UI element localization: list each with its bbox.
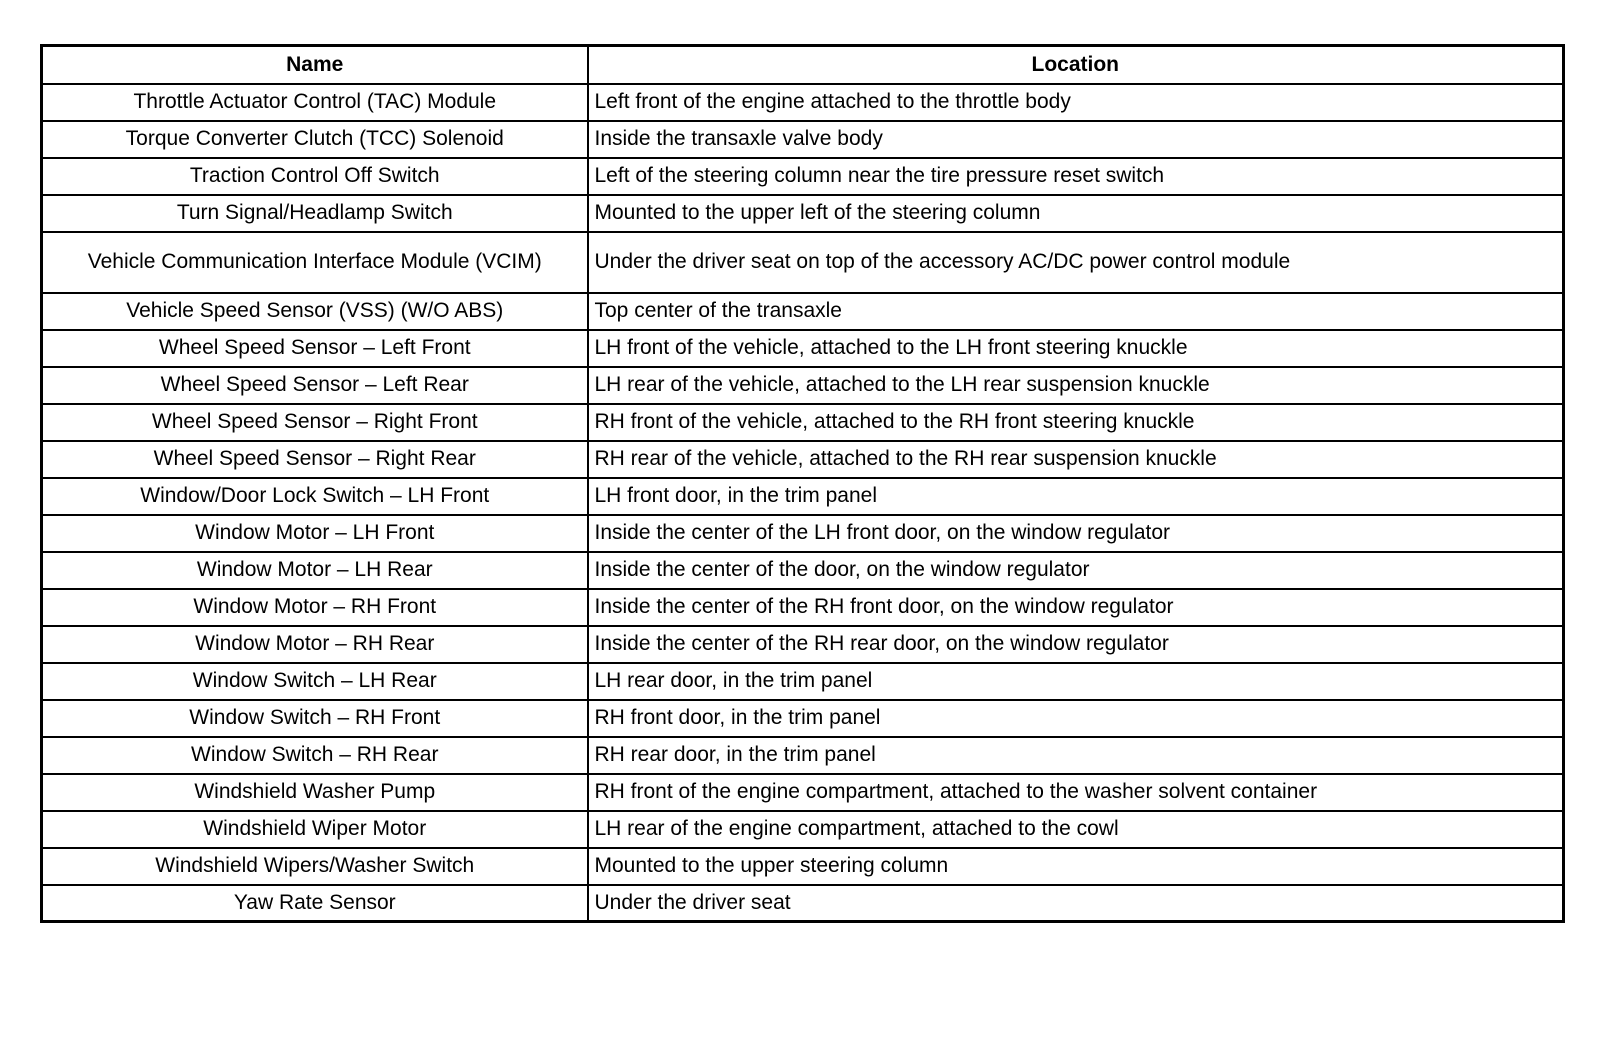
cell-location: RH rear of the vehicle, attached to the RH rear suspension knuckle xyxy=(588,441,1564,478)
cell-name: Window Switch – LH Rear xyxy=(42,663,588,700)
cell-location: Inside the center of the LH front door, on the window regulator xyxy=(588,515,1564,552)
cell-location: RH rear door, in the trim panel xyxy=(588,737,1564,774)
cell-name: Traction Control Off Switch xyxy=(42,158,588,195)
cell-location: Under the driver seat on top of the accessory AC/DC power control module xyxy=(588,232,1564,293)
table-row xyxy=(42,589,1564,626)
cell-location: Inside the center of the RH rear door, on the window regulator xyxy=(588,626,1564,663)
table-row xyxy=(42,121,1564,158)
cell-name: Window Switch – RH Front xyxy=(42,700,588,737)
cell-name: Windshield Wipers/Washer Switch xyxy=(42,848,588,885)
table-row xyxy=(42,552,1564,589)
cell-name: Wheel Speed Sensor – Right Front xyxy=(42,404,588,441)
column-header-name: Name xyxy=(42,46,588,84)
cell-name: Yaw Rate Sensor xyxy=(42,885,588,922)
cell-location: Inside the center of the RH front door, on the window regulator xyxy=(588,589,1564,626)
cell-location: RH front of the engine compartment, attached to the washer solvent container xyxy=(588,774,1564,811)
table-row xyxy=(42,885,1564,922)
cell-location: LH rear door, in the trim panel xyxy=(588,663,1564,700)
cell-name: Throttle Actuator Control (TAC) Module xyxy=(42,84,588,121)
cell-location: Mounted to the upper steering column xyxy=(588,848,1564,885)
table-row xyxy=(42,515,1564,552)
cell-name: Window Switch – RH Rear xyxy=(42,737,588,774)
cell-name: Window/Door Lock Switch – LH Front xyxy=(42,478,588,515)
table-row xyxy=(42,848,1564,885)
table-row xyxy=(42,626,1564,663)
cell-location: Top center of the transaxle xyxy=(588,293,1564,330)
cell-location: Left front of the engine attached to the throttle body xyxy=(588,84,1564,121)
table-row xyxy=(42,441,1564,478)
table-row xyxy=(42,84,1564,121)
cell-location: Inside the center of the door, on the window regulator xyxy=(588,552,1564,589)
cell-name: Wheel Speed Sensor – Left Rear xyxy=(42,367,588,404)
cell-name: Turn Signal/Headlamp Switch xyxy=(42,195,588,232)
table-row xyxy=(42,737,1564,774)
cell-name: Window Motor – LH Front xyxy=(42,515,588,552)
table-row xyxy=(42,774,1564,811)
cell-name: Vehicle Speed Sensor (VSS) (W/O ABS) xyxy=(42,293,588,330)
cell-location: Inside the transaxle valve body xyxy=(588,121,1564,158)
table-row xyxy=(42,195,1564,232)
table-row xyxy=(42,478,1564,515)
cell-location: LH front of the vehicle, attached to the LH front steering knuckle xyxy=(588,330,1564,367)
cell-location: Under the driver seat xyxy=(588,885,1564,922)
table-row xyxy=(42,232,1564,293)
column-header-location: Location xyxy=(588,46,1564,84)
cell-location: LH rear of the engine compartment, attached to the cowl xyxy=(588,811,1564,848)
cell-location: LH rear of the vehicle, attached to the LH rear suspension knuckle xyxy=(588,367,1564,404)
cell-name: Windshield Wiper Motor xyxy=(42,811,588,848)
cell-name: Windshield Washer Pump xyxy=(42,774,588,811)
cell-location: LH front door, in the trim panel xyxy=(588,478,1564,515)
cell-name: Vehicle Communication Interface Module (VCIM) xyxy=(42,232,588,293)
component-location-table xyxy=(40,44,1565,923)
table-row xyxy=(42,158,1564,195)
cell-name: Window Motor – RH Front xyxy=(42,589,588,626)
table-row xyxy=(42,700,1564,737)
table-row xyxy=(42,330,1564,367)
table-row xyxy=(42,404,1564,441)
cell-location: RH front door, in the trim panel xyxy=(588,700,1564,737)
cell-name: Window Motor – RH Rear xyxy=(42,626,588,663)
cell-name: Torque Converter Clutch (TCC) Solenoid xyxy=(42,121,588,158)
cell-location: Mounted to the upper left of the steering column xyxy=(588,195,1564,232)
cell-name: Wheel Speed Sensor – Left Front xyxy=(42,330,588,367)
cell-name: Wheel Speed Sensor – Right Rear xyxy=(42,441,588,478)
table-row xyxy=(42,663,1564,700)
table-row xyxy=(42,293,1564,330)
cell-location: RH front of the vehicle, attached to the RH front steering knuckle xyxy=(588,404,1564,441)
table-header-row xyxy=(42,46,1564,84)
cell-name: Window Motor – LH Rear xyxy=(42,552,588,589)
cell-location: Left of the steering column near the tire pressure reset switch xyxy=(588,158,1564,195)
table-row xyxy=(42,811,1564,848)
table-row xyxy=(42,367,1564,404)
